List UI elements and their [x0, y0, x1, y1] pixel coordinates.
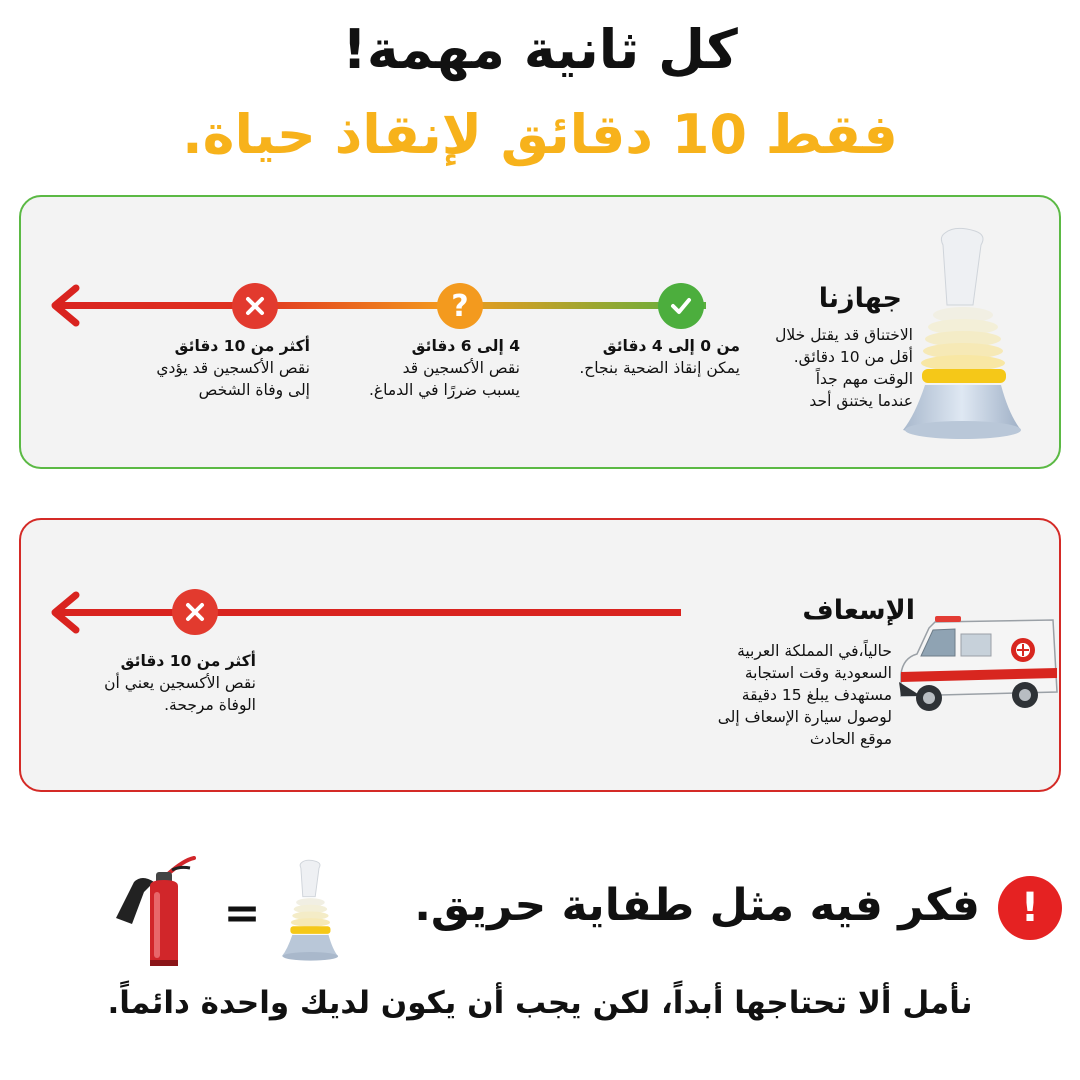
check-icon [658, 283, 704, 329]
footer-text: نأمل ألا تحتاجها أبداً، لكن يجب أن يكون لديك واحدة دائماً. [107, 985, 973, 1021]
ambulance-description: حالياً،في المملكة العربية السعودية وقت استجابة مستهدف يبلغ 15 دقيقة لوصول سيارة الإسعاف إلى موقع الحادث [717, 642, 892, 748]
anti-choking-device-icon [895, 225, 1025, 445]
page-title: كل ثانية مهمة! [342, 18, 738, 81]
device-timeline-arrow [40, 280, 720, 330]
stage-4-6: 4 إلى 6 دقائق نقص الأكسجين قد يسبب ضررًا في الدماغ. [368, 337, 520, 399]
stage-over-10: أكثر من 10 دقائق نقص الأكسجين قد يؤدي إلى وفاة الشخص [156, 337, 310, 399]
question-icon: ? [437, 283, 483, 329]
ambulance-timeline-arrow [40, 588, 690, 638]
stage-0-4: من 0 إلى 4 دقائق يمكن إنقاذ الضحية بنجاح. [579, 337, 740, 377]
equals-sign: = [223, 888, 261, 939]
page-subtitle: فقط 10 دقائق لإنقاذ حياة. [182, 103, 898, 166]
fire-extinguisher-icon [110, 852, 202, 970]
exclamation-icon: ! [998, 876, 1062, 940]
device-heading: جهازنا [818, 283, 902, 314]
ambulance-heading: الإسعاف [802, 595, 915, 626]
x-icon [172, 589, 218, 635]
ambulance-icon [895, 612, 1060, 720]
note-text: فكر فيه مثل طفاية حريق. [414, 880, 980, 931]
anti-choking-device-small-icon [278, 855, 340, 967]
x-icon [232, 283, 278, 329]
device-description: الاختناق قد يقتل خلال أقل من 10 دقائق. الوقت مهم جداً عندما يختنق أحد [775, 326, 913, 410]
ambulance-stage-over-10: أكثر من 10 دقائق نقص الأكسجين يعني أن الوفاة مرجحة. [104, 652, 256, 714]
